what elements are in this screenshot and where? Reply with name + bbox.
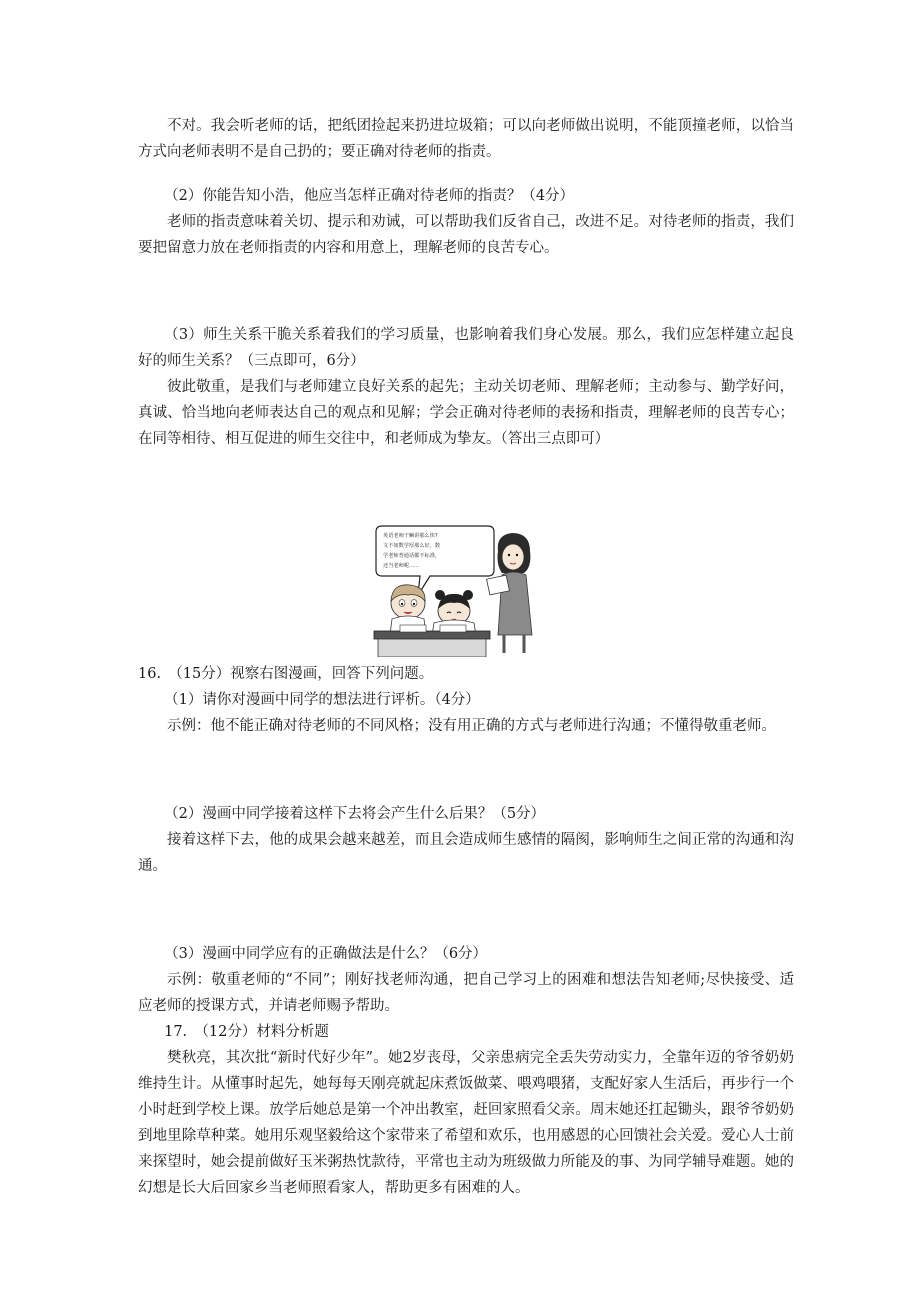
answer-16-2: 接着这样下去，他的成果会越来越差，而且会造成师生感情的隔阂，影响师生之间正常的沟通和沟通。 (138, 832, 794, 874)
question-16-1: （1）请你对漫画中同学的想法进行评析。（4分） (164, 692, 480, 708)
comic-illustration (370, 523, 546, 657)
question-16-3: （3）漫画中同学应有的正确做法是什么？（6分） (164, 946, 488, 962)
question-3: （3）师生关系干脆关系着我们的学习质量，也影响着我们身心发展。那么，我们应怎样建立起良好的师生关系？（三点即可，6分） (138, 327, 794, 369)
question-16-3-block (138, 941, 794, 1201)
question-2-block (138, 183, 794, 261)
answer-17-material: 樊秋亮，其次批“新时代好少年”。她2岁丧母，父亲患病完全丢失劳动实力，全靠年迈的爷爷奶奶维持生计。从懂事时起先，她每每天刚亮就起床煮饭做菜、喂鸡喂猪，支配好家人生活后，再步行一个小时赶到学校上课。放学后她总是第一个冲出教室，赶回家照看父亲。周末她还扛起锄头，跟爷爷奶奶到地里除草种菜。她用乐观坚毅给这个家带来了希望和欢乐，也用感恩的心回馈社会关爱。爱心人士前来探望时，她会提前做好玉米粥热忱款待，平常也主动为班级做力所能及的事、为同学辅导难题。她的幻想是长大后回家乡当老师照看家人，帮助更多有困难的人。 (138, 1050, 794, 1196)
answer-paragraph-1 (138, 113, 794, 165)
answer-3: 彼此敬重，是我们与老师建立良好关系的起先；主动关切老师、理解老师；主动参与、勤学好问，真诚、恰当地向老师表达自己的观点和见解；学会正确对待老师的表扬和指责，理解老师的良苦专心；在同等相待、相互促进的师生交往中，和老师成为挚友。（答出三点即可） (138, 379, 794, 447)
question-3-block (138, 322, 794, 452)
answer-text: 不对。我会听老师的话，把纸团捡起来扔进垃圾箱；可以向老师做出说明，不能顶撞老师，以恰当方式向老师表明不是自己扔的；要正确对待老师的指责。 (138, 118, 794, 160)
question-17: 17. （12分）材料分析题 (164, 1024, 329, 1040)
answer-16-3: 示例：敬重老师的“不同”；刚好找老师沟通，把自己学习上的困难和想法告知老师;尽快接受、适应老师的授课方式，并请老师赐予帮助。 (138, 972, 794, 1014)
answer-2: 老师的指责意味着关切、提示和劝诫，可以帮助我们反省自己，改进不足。对待老师的指责，我们要把留意力放在老师指责的内容和用意上，理解老师的良苦专心。 (138, 214, 794, 256)
question-16: 16. （15分）视察右图漫画，回答下列问题。 (138, 666, 434, 682)
speech-line-1: 英语老师干嘛讲那么快? (383, 533, 438, 539)
answer-16-1: 示例：他不能正确对待老师的不同风格；没有用正确的方式与老师进行沟通；不懂得敬重老师。 (167, 718, 776, 734)
speech-line-3: 学老师普通话都不标准， (383, 553, 441, 559)
question-16-2: （2）漫画中同学接着这样下去将会产生什么后果？（5分） (164, 806, 546, 822)
question-16-block (138, 661, 794, 739)
speech-line-4: 还当老师呢…… (383, 563, 420, 569)
comic-drawing (370, 523, 546, 657)
question-16-2-block (138, 801, 794, 879)
question-2: （2）你能告知小浩，他应当怎样正确对待老师的指责？（4分） (164, 188, 575, 204)
speech-line-2: 文不如数学厚那么好，数 (383, 543, 441, 549)
